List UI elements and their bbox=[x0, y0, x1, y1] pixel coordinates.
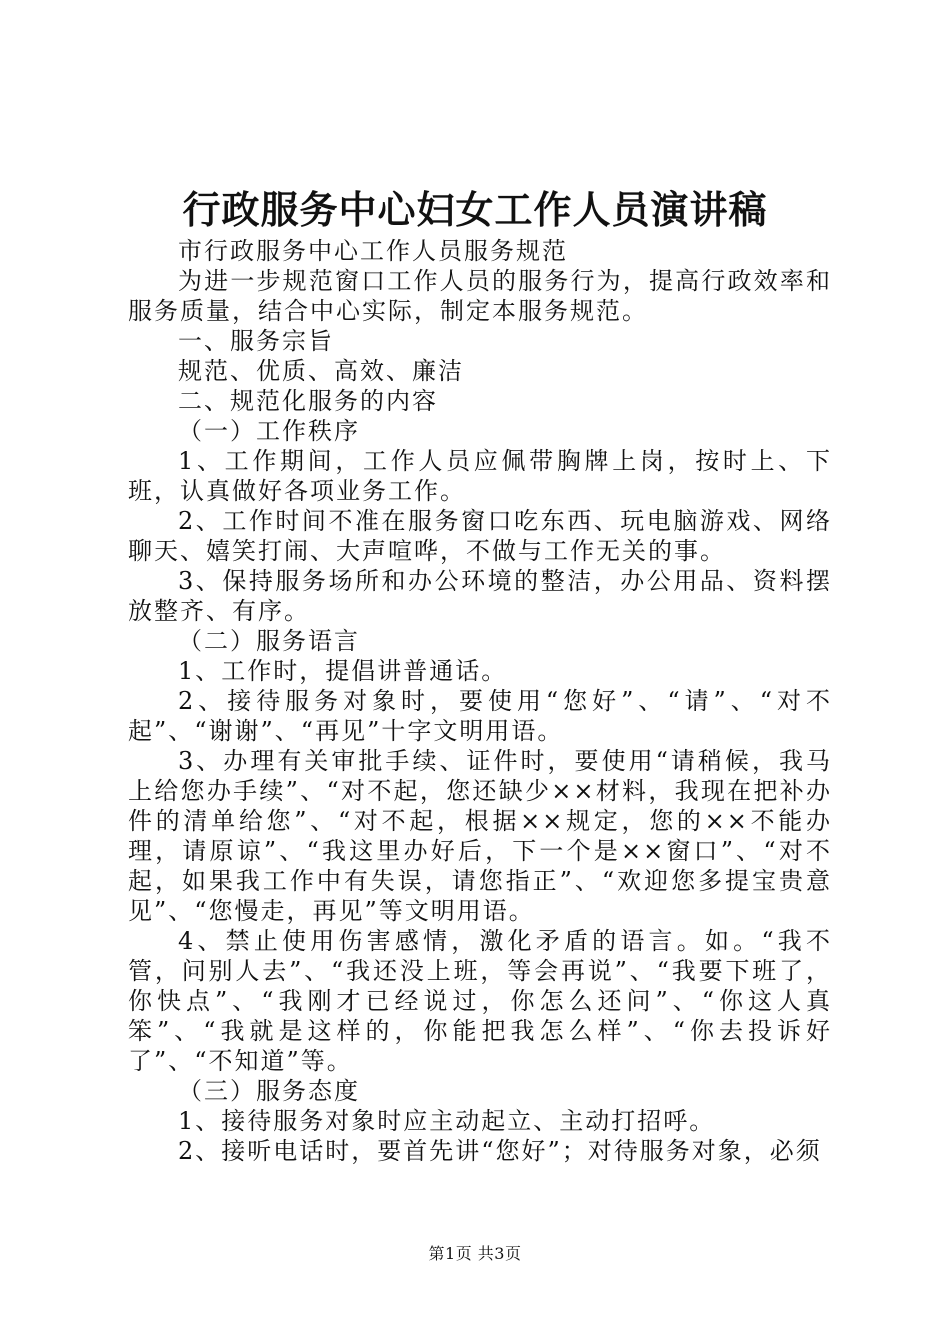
document-body bbox=[128, 236, 832, 1166]
subsection-heading: （三）服务态度 bbox=[178, 1077, 360, 1105]
subsection-heading: （二）服务语言 bbox=[178, 627, 360, 655]
subsection-heading: （一）工作秩序 bbox=[178, 417, 360, 445]
section-heading: 一、服务宗旨 bbox=[178, 327, 334, 355]
section-heading: 二、规范化服务的内容 bbox=[178, 387, 438, 415]
paragraph: 4、禁止使用伤害感情，激化矛盾的语言。如。“我不管，问别人去”、“我还没上班，等会再说”、“我要下班了，你快点”、“我刚才已经说过，你怎么还问”、“你这人真笨”、“我就是这样的，你能把我怎么样”、“你去投诉好了”、“不知道”等。 bbox=[128, 927, 832, 1075]
document-title: 行政服务中心妇女工作人员演讲稿 bbox=[182, 187, 768, 232]
paragraph: 市行政服务中心工作人员服务规范 bbox=[178, 237, 568, 265]
paragraph: 2、接待服务对象时，要使用“您好”、“请”、“对不起”、“谢谢”、“再见”十字文明用语。 bbox=[128, 687, 832, 745]
page-number-footer: 第1页 共3页 bbox=[428, 1244, 522, 1263]
paragraph: 为进一步规范窗口工作人员的服务行为，提高行政效率和服务质量，结合中心实际，制定本服务规范。 bbox=[128, 267, 832, 325]
paragraph: 1、工作时，提倡讲普通话。 bbox=[178, 657, 508, 685]
paragraph: 1、接待服务对象时应主动起立、主动打招呼。 bbox=[178, 1107, 716, 1135]
paragraph: 1、工作期间，工作人员应佩带胸牌上岗，按时上、下班，认真做好各项业务工作。 bbox=[128, 447, 832, 505]
paragraph: 规范、优质、高效、廉洁 bbox=[178, 357, 464, 385]
paragraph: 3、办理有关审批手续、证件时，要使用“请稍候，我马上给您办手续”、“对不起，您还缺少××材料，我现在把补办件的清单给您”、“对不起，根据××规定，您的××不能办理，请原谅”、“我这里办好后，下一个是××窗口”、“对不起，如果我工作中有失误，请您指正”、“欢迎您多提宝贵意见”、“您慢走，再见”等文明用语。 bbox=[128, 747, 832, 925]
paragraph: 2、工作时间不准在服务窗口吃东西、玩电脑游戏、网络聊天、嬉笑打闹、大声喧哗，不做与工作无关的事。 bbox=[128, 507, 832, 565]
paragraph: 2、接听电话时，要首先讲“您好”；对待服务对象，必须 bbox=[178, 1137, 822, 1165]
paragraph: 3、保持服务场所和办公环境的整洁，办公用品、资料摆放整齐、有序。 bbox=[128, 567, 832, 625]
